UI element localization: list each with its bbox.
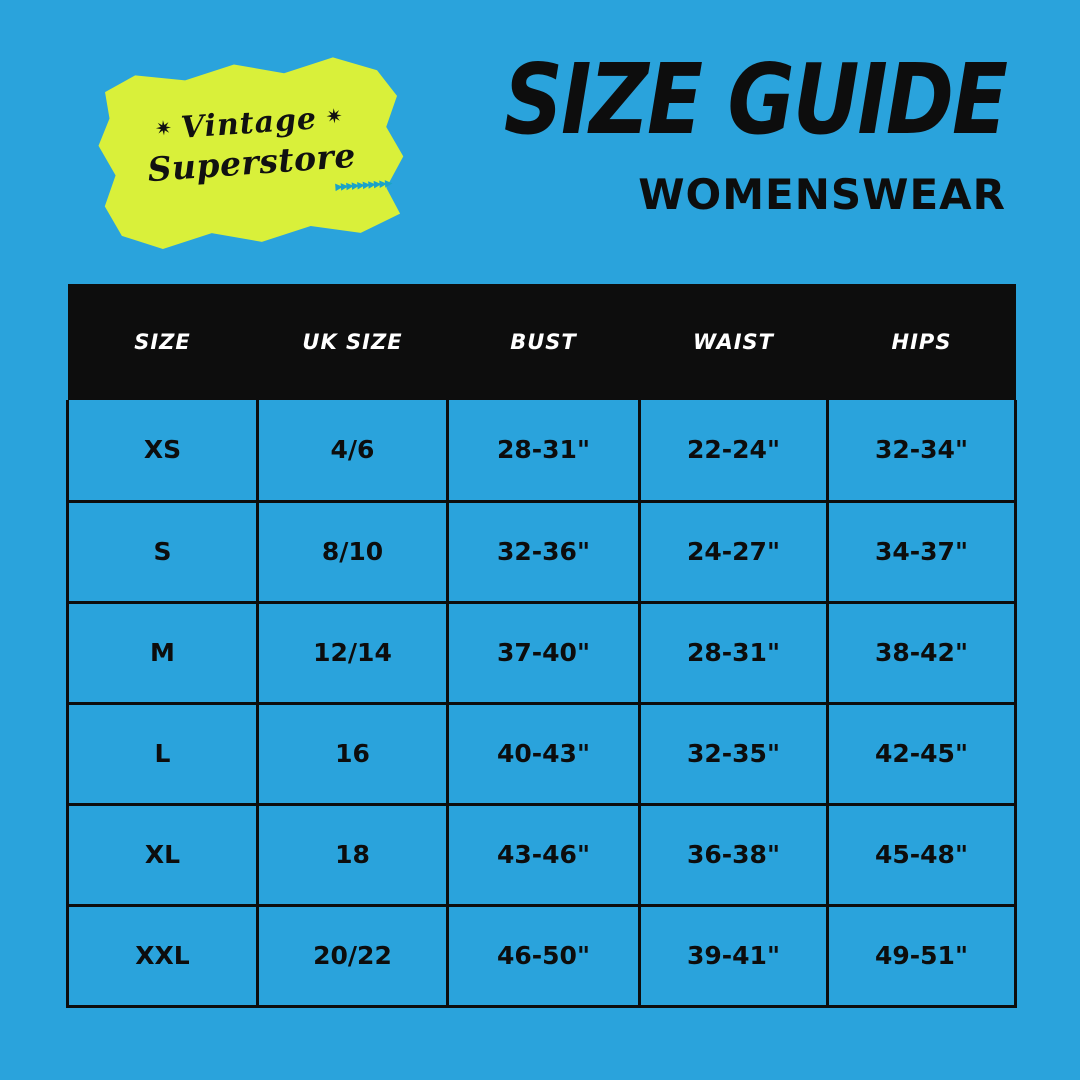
cell-uk: 16	[258, 703, 448, 804]
brand-logo-badge	[96, 58, 406, 248]
table-row	[68, 400, 1016, 501]
sparkle-icon-left: ✷	[154, 117, 173, 141]
cell-size: XL	[68, 804, 258, 905]
table-body	[68, 400, 1016, 1006]
cell-bust: 43-46"	[448, 804, 640, 905]
page-title: SIZE GUIDE	[503, 44, 1006, 157]
cell-waist: 28-31"	[640, 602, 828, 703]
cell-uk: 20/22	[258, 905, 448, 1006]
page-title-block	[486, 44, 1006, 219]
cell-uk: 8/10	[258, 501, 448, 602]
column-header-uk-size: UK SIZE	[302, 330, 403, 354]
table-row	[68, 602, 1016, 703]
cell-waist: 39-41"	[640, 905, 828, 1006]
cell-waist: 36-38"	[640, 804, 828, 905]
column-header-bust: BUST	[510, 330, 577, 354]
cell-hips: 32-34"	[828, 400, 1016, 501]
brand-name-line-2: Superstore	[146, 135, 357, 189]
table-header	[68, 284, 1016, 400]
cell-uk: 18	[258, 804, 448, 905]
table-row	[68, 905, 1016, 1006]
cell-size: XS	[68, 400, 258, 501]
cell-hips: 34-37"	[828, 501, 1016, 602]
column-header-waist: WAIST	[693, 330, 774, 354]
cell-size: XXL	[68, 905, 258, 1006]
column-header-hips: HIPS	[891, 330, 952, 354]
cell-waist: 32-35"	[640, 703, 828, 804]
cell-hips: 42-45"	[828, 703, 1016, 804]
cell-waist: 22-24"	[640, 400, 828, 501]
table-row	[68, 501, 1016, 602]
cell-hips: 38-42"	[828, 602, 1016, 703]
cell-size: M	[68, 602, 258, 703]
cell-bust: 32-36"	[448, 501, 640, 602]
cell-bust: 28-31"	[448, 400, 640, 501]
sparkle-icon-right: ✷	[325, 105, 344, 129]
cell-uk: 4/6	[258, 400, 448, 501]
table-header-row	[68, 284, 1016, 400]
page-subtitle: WOMENSWEAR	[638, 169, 1006, 219]
cell-hips: 49-51"	[828, 905, 1016, 1006]
brand-name-line-1: Vintage	[179, 100, 319, 146]
brand-logo-text	[90, 47, 412, 258]
column-header-size: SIZE	[134, 330, 191, 354]
table-row	[68, 804, 1016, 905]
cell-size: S	[68, 501, 258, 602]
cell-bust: 37-40"	[448, 602, 640, 703]
cell-waist: 24-27"	[640, 501, 828, 602]
cell-bust: 40-43"	[448, 703, 640, 804]
cell-size: L	[68, 703, 258, 804]
cell-uk: 12/14	[258, 602, 448, 703]
arrow-chevrons-icon: ▸▸▸▸▸▸▸▸▸▸	[334, 172, 391, 195]
cell-hips: 45-48"	[828, 804, 1016, 905]
table-row	[68, 703, 1016, 804]
cell-bust: 46-50"	[448, 905, 640, 1006]
size-guide-table	[66, 284, 1017, 1008]
